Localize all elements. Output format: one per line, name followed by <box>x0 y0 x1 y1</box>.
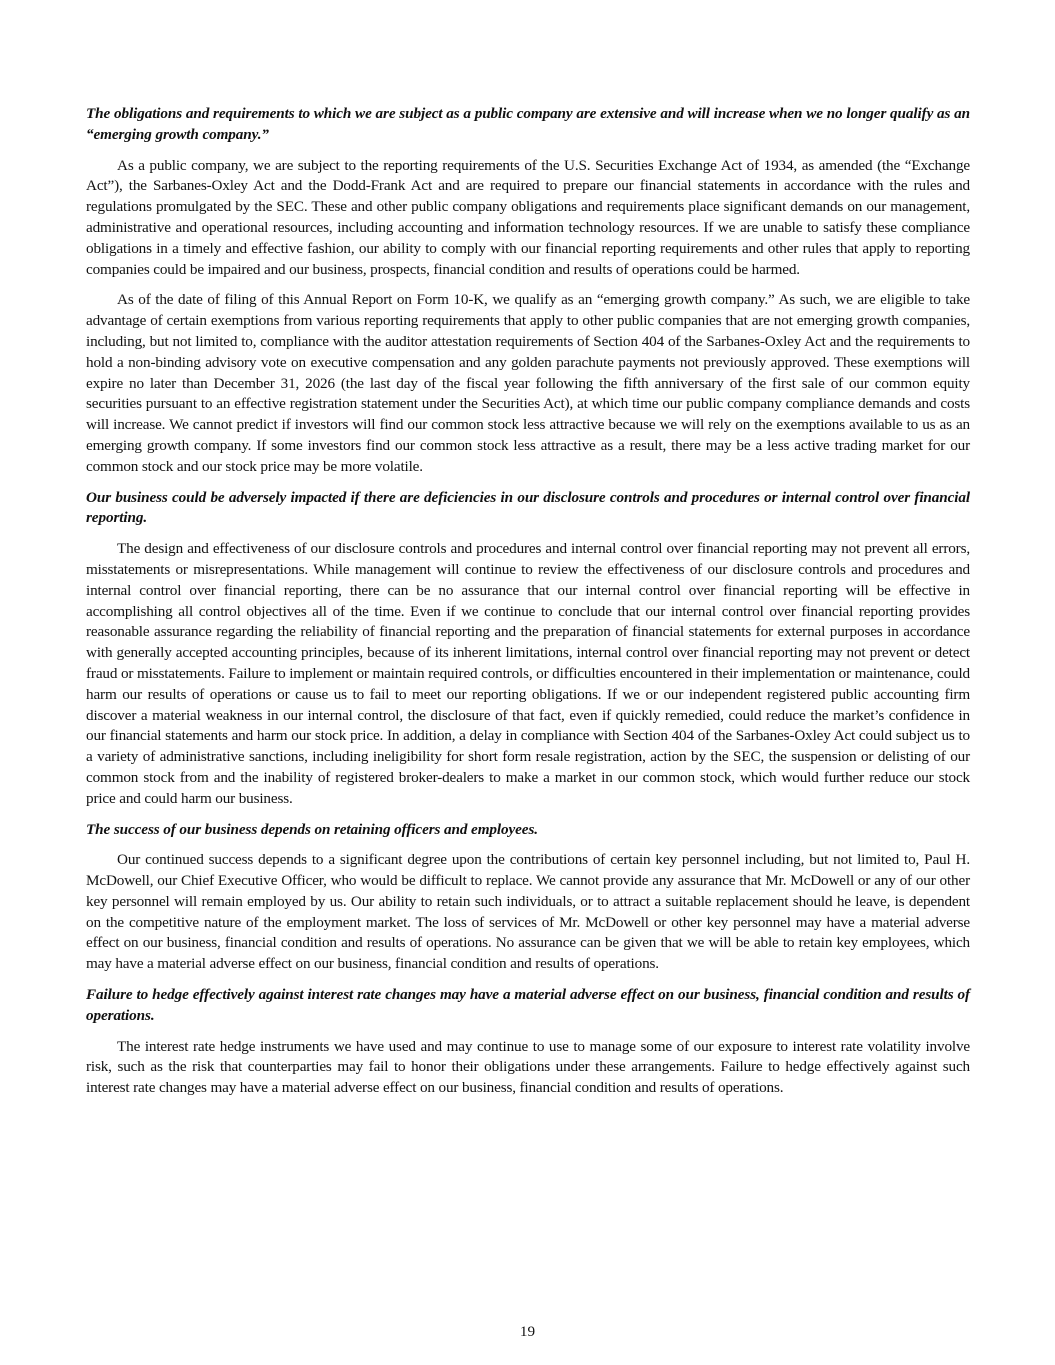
body-paragraph: The design and effectiveness of our disclosure controls and procedures and internal control over financial reporting may not prevent all errors, misstatements or misrepresentations. While management will continue to review the effectiveness of our disclosure controls and procedures and internal control over financial reporting, there can be no assurance that our internal control over financial reporting will be effective in accomplishing all control objectives all of the time. Even if we continue to conclude that our internal control over financial reporting provides reasonable assurance regarding the reliability of financial reporting and the preparation of financial statements for external purposes in accordance with generally accepted accounting principles, because of its inherent limitations, internal control over financial reporting may not prevent or detect fraud or misstatements. Failure to implement or maintain required controls, or difficulties encountered in their implementation or maintenance, could harm our results of operations or cause us to fail to meet our reporting obligations. If we or our independent registered public accounting firm discover a material weakness in our internal control, the disclosure of that fact, even if quickly remedied, could reduce the market’s confidence in our financial statements and harm our stock price. In addition, a delay in compliance with Section 404 of the Sarbanes-Oxley Act could subject us to a variety of administrative sanctions, including ineligibility for short form resale registration, action by the SEC, the suspension or delisting of our common stock from and the inability of registered broker-dealers to make a market in our common stock, which would further reduce our stock price and could harm our business. <box>86 540 970 807</box>
section-heading: Our business could be adversely impacted if there are deficiencies in our disclosure controls and procedures or internal control over financial reporting. <box>86 488 970 527</box>
body-paragraph: The interest rate hedge instruments we have used and may continue to use to manage some of our exposure to interest rate volatility involve risk, such as the risk that counterparties may fail to honor their obligations under these arrangements. Failure to hedge effectively against such interest rate changes may have a material adverse effect on our business, financial condition and results of operations. <box>86 1037 970 1097</box>
section-heading: The obligations and requirements to which we are subject as a public company are extensive and will increase when we no longer qualify as an “emerging growth company.” <box>86 105 970 143</box>
risk-factor-retaining-officers <box>86 820 970 976</box>
document-page <box>86 104 970 1109</box>
page-number: 19 <box>519 1323 536 1340</box>
risk-factor-interest-rate-hedging <box>86 985 970 1099</box>
risk-factor-disclosure-controls <box>86 488 970 810</box>
body-paragraph: As of the date of filing of this Annual Report on Form 10-K, we qualify as an “emerging growth company.” As such, we are eligible to take advantage of certain exemptions from various reporting requirements that apply to other public companies that are not emerging growth companies, including, but not limited to, compliance with the auditor attestation requirements of Section 404 of the Sarbanes-Oxley Act and the requirements to hold a non-binding advisory vote on executive compensation and any golden parachute payments not previously approved. These exemptions will expire no later than December 31, 2026 (the last day of the fiscal year following the fifth anniversary of the first sale of our common equity securities pursuant to an effective registration statement under the Securities Act), at which time our public company compliance demands and costs will increase. We cannot predict if investors will find our common stock less attractive because we will rely on the exemptions available to us as an emerging growth company. If some investors find our common stock less attractive as a result, there may be a less active trading market for our common stock and our stock price may be more volatile. <box>86 291 970 475</box>
risk-factor-public-company-obligations <box>86 104 970 478</box>
section-heading: Failure to hedge effectively against interest rate changes may have a material adverse effect on our business, financial condition and results of operations. <box>86 986 970 1024</box>
body-paragraph: As a public company, we are subject to the reporting requirements of the U.S. Securities Exchange Act of 1934, as amended (the “Exchange Act”), the Sarbanes-Oxley Act and the Dodd-Frank Act and are required to prepare our financial statements in accordance with the rules and regulations promulgated by the SEC. These and other public company obligations and requirements place significant demands on our management, administrative and operational resources, including accounting and information technology resources. If we are unable to satisfy these compliance obligations in a timely and effective fashion, our ability to comply with our financial reporting requirements and other rules that apply to reporting companies could be impaired and our business, prospects, financial condition and results of operations could be harmed. <box>86 156 970 278</box>
section-heading: The success of our business depends on retaining officers and employees. <box>86 820 538 838</box>
body-paragraph: Our continued success depends to a significant degree upon the contributions of certain key personnel including, but not limited to, Paul H. McDowell, our Chief Executive Officer, who would be difficult to replace. We cannot provide any assurance that Mr. McDowell or any of our other key personnel will remain employed by us. Our ability to retain such individuals, or to attract a suitable replacement should he leave, is dependent on the competitive nature of the employment market. The loss of services of Mr. McDowell or other key personnel may have a material adverse effect on our business, financial condition and results of operations. No assurance can be given that we will be able to retain key employees, which may have a material adverse effect on our business, financial condition and results of operations. <box>86 851 970 973</box>
